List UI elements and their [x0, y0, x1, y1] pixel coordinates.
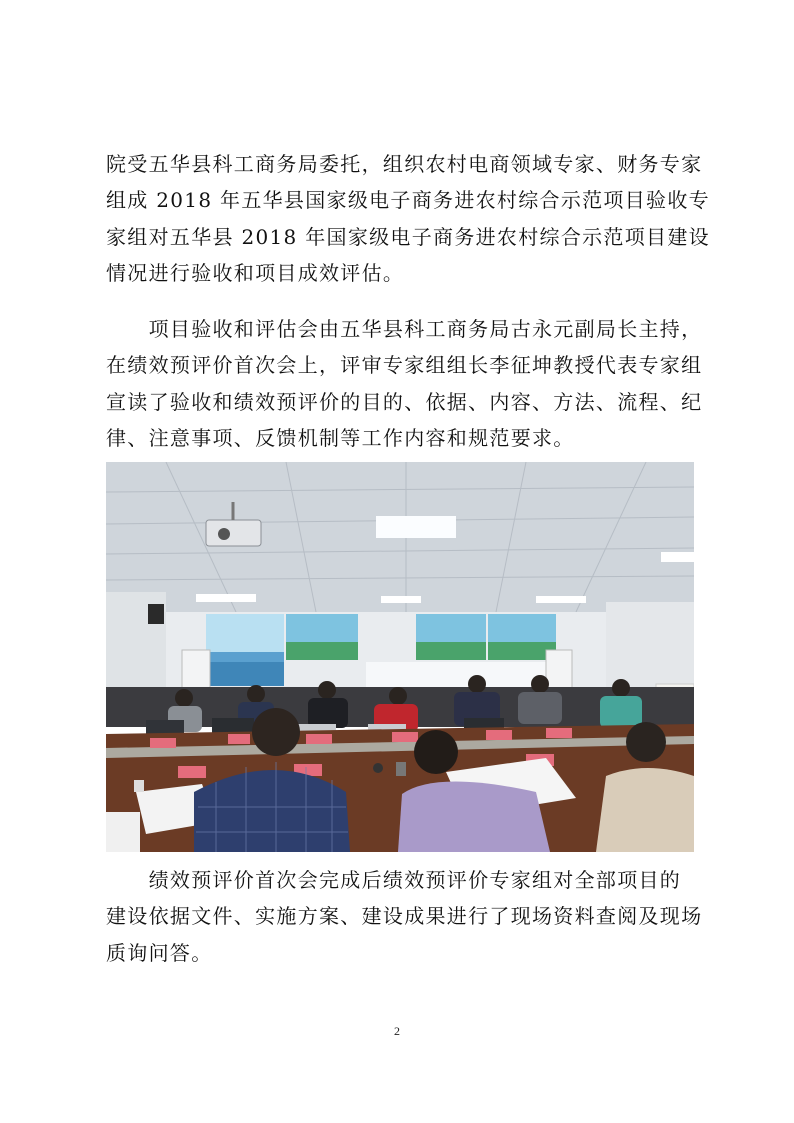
meeting-photo [106, 462, 694, 852]
text-line: 组成 2018 年五华县国家级电子商务进农村综合示范项目验收专 [106, 188, 710, 213]
text-line: 绩效预评价首次会完成后绩效预评价专家组对全部项目的 [106, 868, 682, 892]
text-line: 建设依据文件、实施方案、建设成果进行了现场资料查阅及现场 [106, 904, 703, 929]
paragraph-3 [106, 862, 703, 971]
text-line: 宣读了验收和绩效预评价的目的、依据、内容、方法、流程、纪 [106, 389, 703, 414]
text-line: 质询问答。 [106, 940, 213, 965]
text-line: 项目验收和评估会由五华县科工商务局古永元副局长主持， [106, 317, 703, 341]
text-line: 在绩效预评价首次会上，评审专家组组长李征坤教授代表专家组 [106, 353, 703, 378]
text-line: 律、注意事项、反馈机制等工作内容和规范要求。 [106, 426, 575, 451]
paragraph-1 [106, 146, 710, 292]
text-line: 院受五华县科工商务局委托，组织农村电商领域专家、财务专家 [106, 152, 703, 176]
paragraph-2 [106, 311, 703, 457]
text-line: 情况进行验收和项目成效评估。 [106, 261, 405, 286]
page-number: 2 [394, 1024, 400, 1038]
text-line: 家组对五华县 2018 年国家级电子商务进农村综合示范项目建设 [106, 224, 710, 249]
